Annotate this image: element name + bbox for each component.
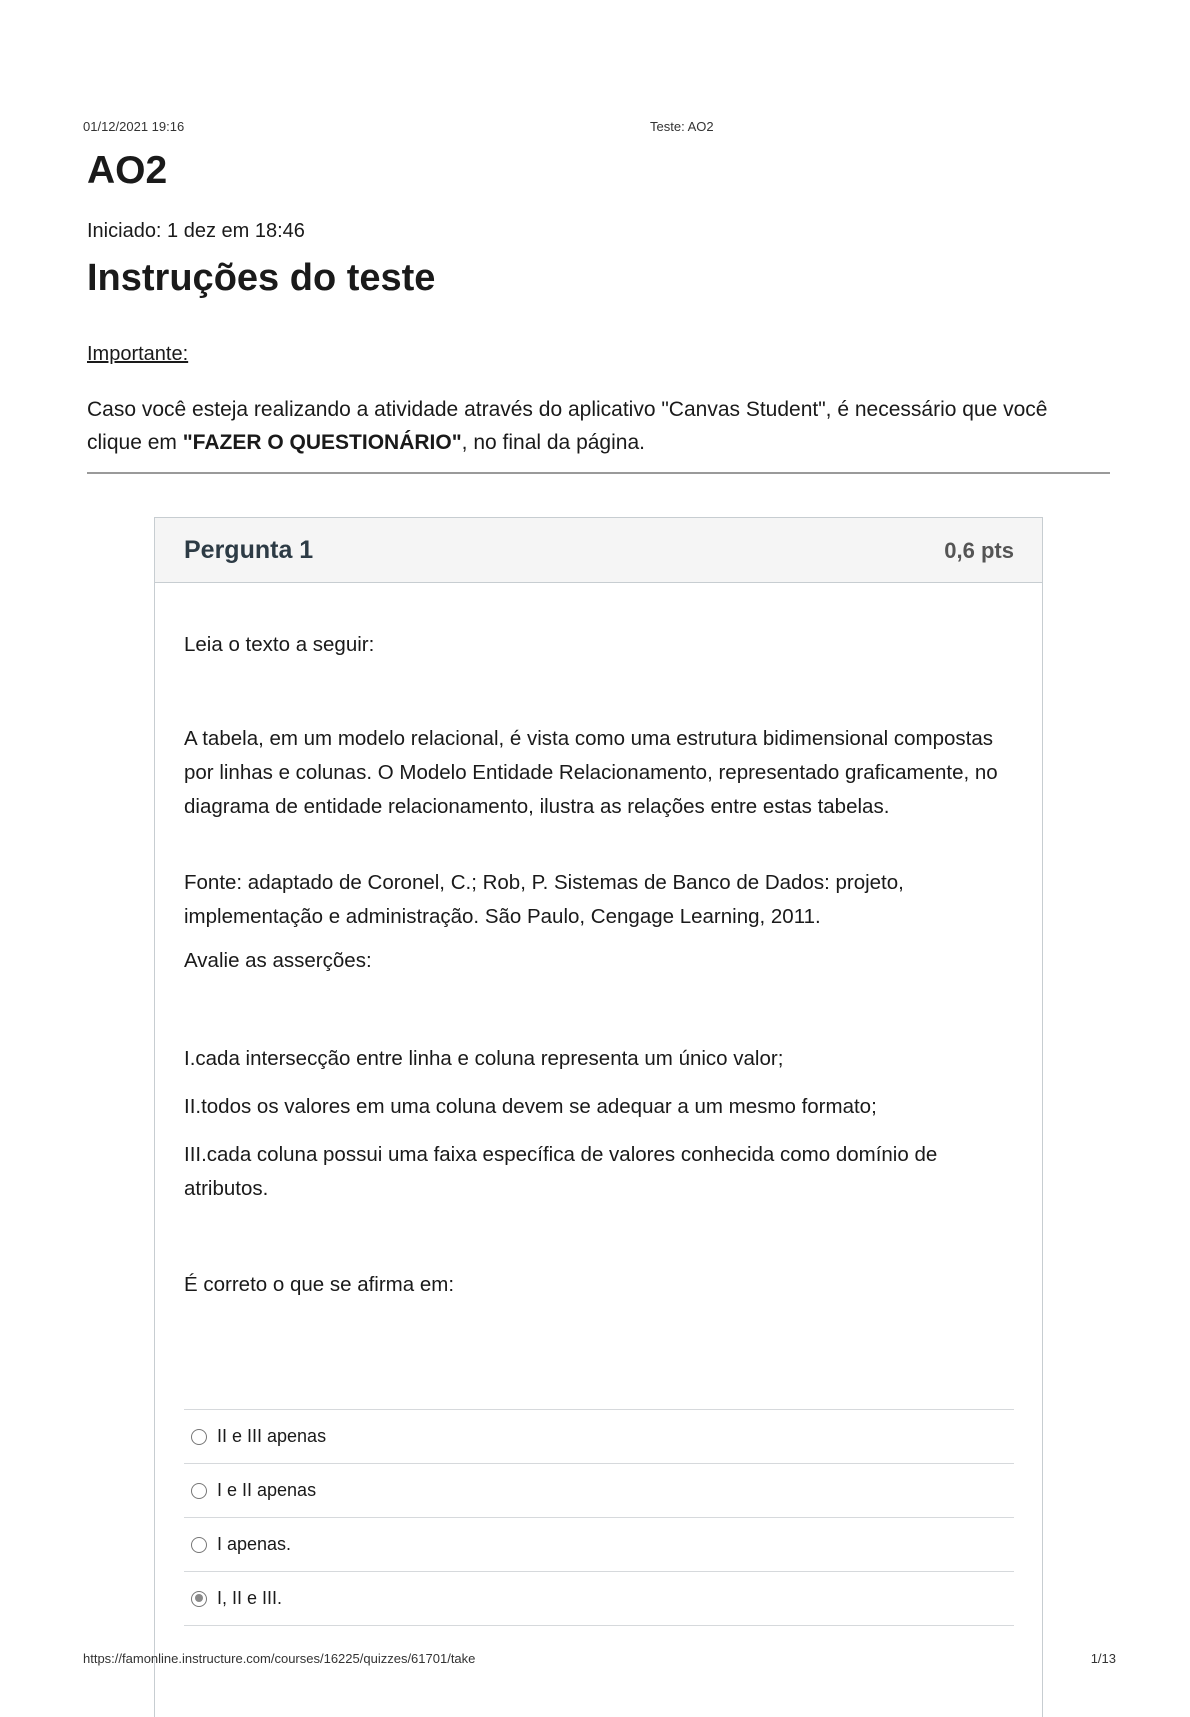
question-prompt: É correto o que se afirma em: [184, 1273, 455, 1296]
answer-option[interactable] [184, 1572, 1014, 1626]
question-header [155, 518, 1042, 583]
radio-button[interactable] [191, 1483, 207, 1499]
quiz-started-time: Iniciado: 1 dez em 18:46 [87, 220, 305, 242]
answer-option[interactable] [184, 1518, 1014, 1572]
radio-button[interactable] [191, 1591, 207, 1607]
question-evaluate: Avalie as asserções: [184, 949, 372, 972]
instructions-text [87, 393, 1107, 459]
answer-option[interactable] [184, 1464, 1014, 1518]
question-intro: Leia o texto a seguir: [184, 633, 375, 656]
question-paragraph: A tabela, em um modelo relacional, é vista como uma estrutura bidimensional compostas por linhas e colunas. O Modelo Entidade Relacionamento, representado graficamente, no diagrama de entidade relacionamento, ilustra as relações entre estas tabelas. [184, 727, 998, 818]
answer-label: II e III apenas [217, 1426, 327, 1446]
print-header-page-title: Teste: AO2 [650, 119, 714, 134]
answer-list [184, 1409, 1014, 1626]
instructions-text-bold: "FAZER O QUESTIONÁRIO" [182, 431, 462, 454]
print-footer-page-number: 1/13 [1090, 1651, 1116, 1666]
answer-label: I, II e III. [217, 1588, 283, 1608]
answer-label: I e II apenas [217, 1480, 317, 1500]
question-card [154, 517, 1043, 1717]
instructions-title: Instruções do teste [87, 257, 436, 299]
question-assertion-1: I.cada intersecção entre linha e coluna representa um único valor; [184, 1047, 784, 1070]
print-footer-url: https://famonline.instructure.com/courses/16225/quizzes/61701/take [83, 1651, 476, 1666]
important-label: Importante: [87, 343, 189, 365]
answer-label: I apenas. [217, 1534, 292, 1554]
instructions-text-part2: , no final da página. [461, 431, 645, 454]
answer-option[interactable] [184, 1410, 1014, 1464]
radio-button[interactable] [191, 1537, 207, 1553]
quiz-title: AO2 [87, 149, 168, 192]
instructions-divider [87, 472, 1110, 474]
question-assertion-3: III.cada coluna possui uma faixa específica de valores conhecida como domínio de atributos. [184, 1143, 938, 1200]
print-header-datetime: 01/12/2021 19:16 [83, 119, 185, 134]
question-source: Fonte: adaptado de Coronel, C.; Rob, P. Sistemas de Banco de Dados: projeto, implementação e administração. São Paulo, Cengage Learning, 2011. [184, 871, 904, 928]
question-name: Pergunta 1 [184, 536, 314, 564]
instructions-text-part1: Caso você esteja realizando a atividade através do aplicativo "Canvas Student", é necessário que você clique em [87, 398, 1048, 454]
question-points: 0,6 pts [944, 538, 1014, 563]
question-assertion-2: II.todos os valores em uma coluna devem se adequar a um mesmo formato; [184, 1095, 877, 1118]
radio-button[interactable] [191, 1429, 207, 1445]
